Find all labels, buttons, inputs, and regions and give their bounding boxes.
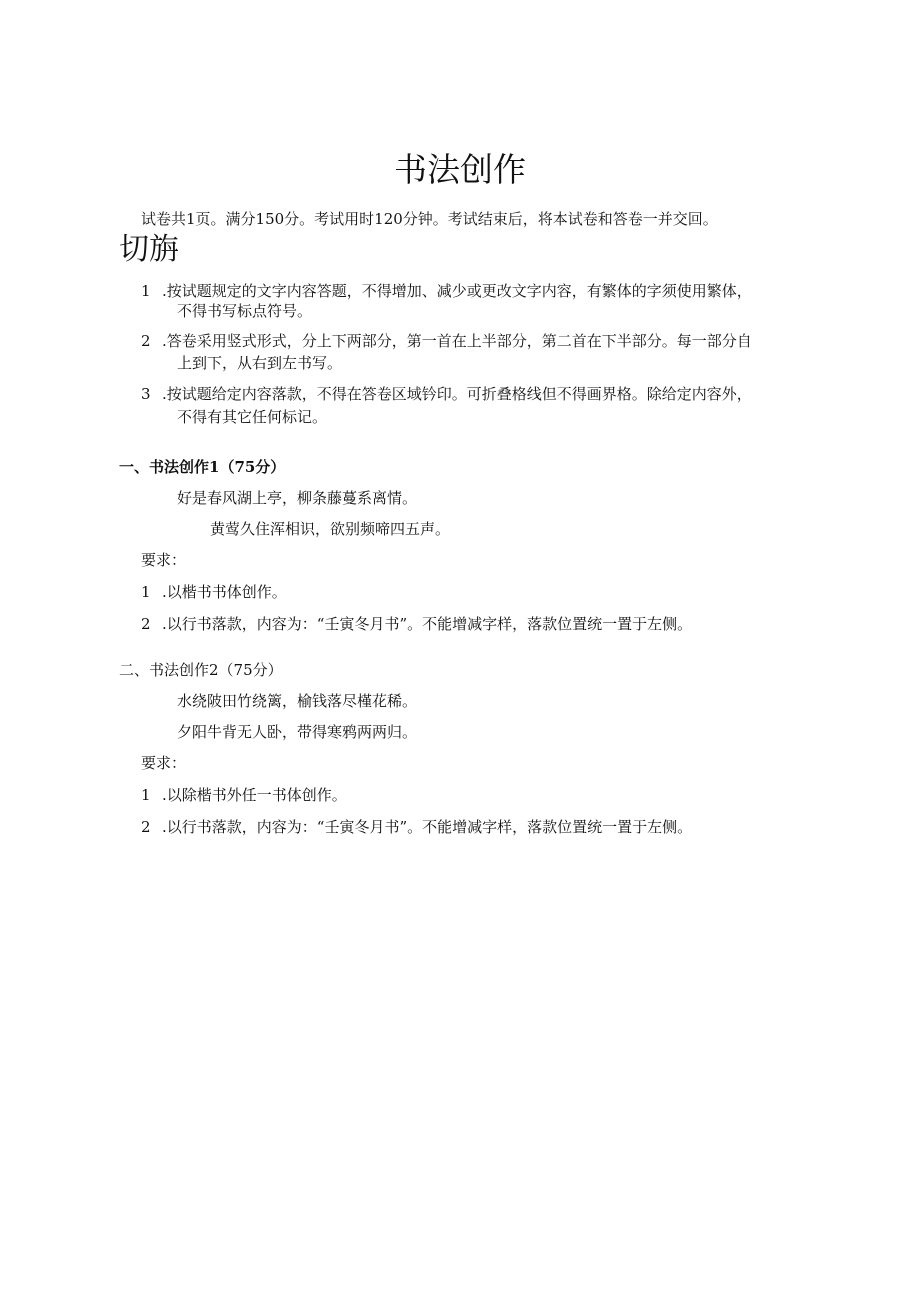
requirement-text: .以除楷书外任一书体创作。 (162, 786, 347, 804)
requirement-number: 1 (141, 583, 151, 601)
rule-text-continued: 不得书写标点符号。 (177, 302, 313, 320)
poem-line: 水绕陂田竹绕篱，榆钱落尽槿花稀。 (177, 692, 418, 710)
rule-number: 3 (141, 385, 151, 403)
poem-line: 好是春风湖上亭，柳条藤蔓系离情。 (177, 489, 418, 507)
section-1-heading: 一、书法创作1（75分） (119, 458, 286, 476)
requirement-text: .以楷书书体创作。 (162, 583, 287, 601)
rule-number: 1 (141, 282, 151, 300)
rule-text-continued: 不得有其它任何标记。 (177, 408, 328, 426)
exam-instructions: 试卷共1页。满分150分。考试用时120分钟。考试结束后，将本试卷和答卷一并交回。 (141, 210, 718, 228)
rule-number: 2 (141, 332, 151, 350)
requirement-number: 2 (141, 818, 151, 836)
poem-line: 夕阳牛背无人卧，带得寒鸦两两归。 (177, 723, 418, 741)
poem-line: 黄莺久住浑相识，欲别频啼四五声。 (210, 520, 451, 538)
requirements-label: 要求： (141, 754, 187, 772)
requirements-label: 要求： (141, 551, 187, 569)
requirement-text: .以行书落款，内容为：“壬寅冬月书”。不能增减字样，落款位置统一置于左侧。 (162, 818, 693, 836)
page-title: 书法创作 (394, 150, 526, 189)
rule-text: .答卷采用竖式形式，分上下两部分，第一首在上半部分，第二首在下半部分。每一部分自 (162, 332, 752, 350)
requirement-number: 2 (141, 615, 151, 633)
notice-heading: 切旃 (119, 232, 179, 267)
rule-text: .按试题规定的文字内容答题，不得增加、减少或更改文字内容，有繁体的字须使用繁体， (162, 282, 752, 300)
rule-text-continued: 上到下，从右到左书写。 (177, 354, 343, 372)
requirement-number: 1 (141, 786, 151, 804)
rule-text: .按试题给定内容落款，不得在答卷区域钤印。可折叠格线但不得画界格。除给定内容外， (162, 385, 752, 403)
section-2-heading: 二、书法创作2（75分） (119, 661, 283, 679)
requirement-text: .以行书落款，内容为：“壬寅冬月书”。不能增减字样，落款位置统一置于左侧。 (162, 615, 693, 633)
